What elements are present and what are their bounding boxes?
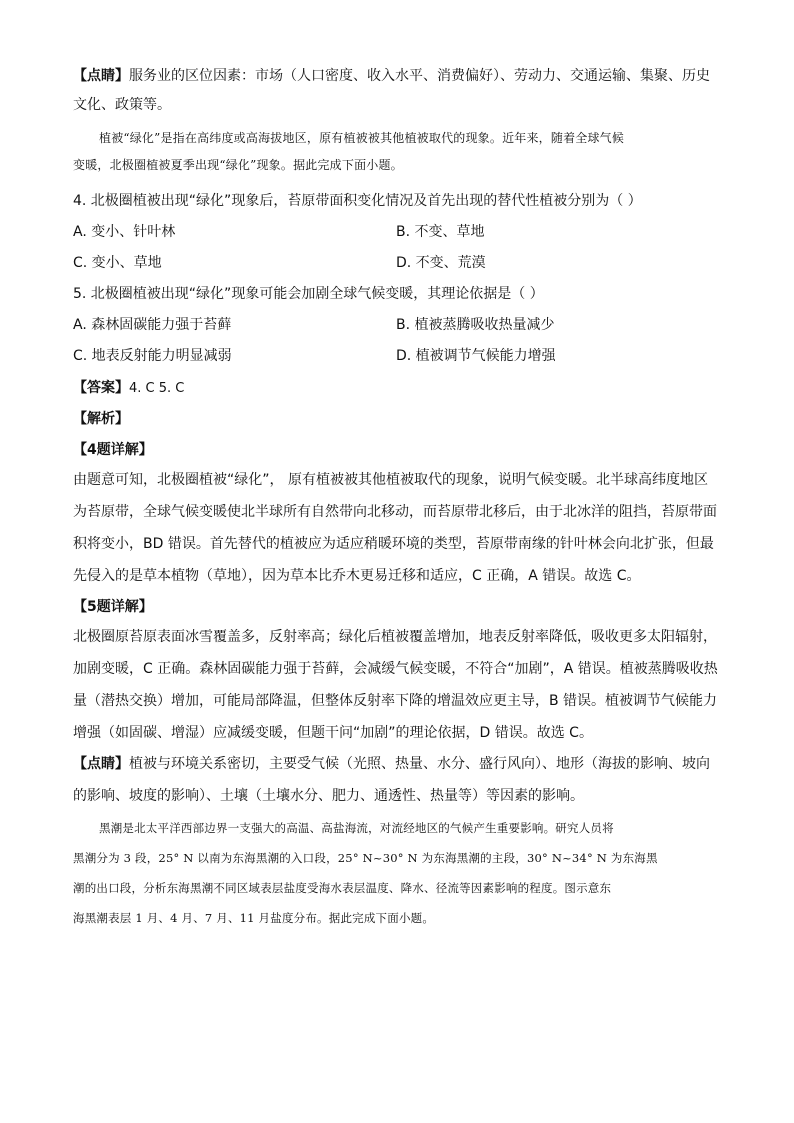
question-4-option-a: A. 变小、针叶林 — [73, 224, 176, 240]
passage-2-line-3: 潮的出口段，分析东海黑潮不同区域表层盐度受海水表层温度、降水、径流等因素影响的程度。图示意东 — [73, 881, 612, 895]
dianjing-2-line-1 — [73, 754, 723, 774]
detail-4-line-4: 先侵入的是草本植物（草地），因为草本比乔木更易迁移和适应，C 正确，A 错误。故选 C。 — [73, 568, 641, 584]
detail-5-line-1: 北极圈原苔原表面冰雪覆盖多，反射率高；绿化后植被覆盖增加，地表反射率降低，吸收更多太阳辐射， — [73, 629, 717, 645]
question-4-options-row-2 — [73, 253, 723, 273]
dianjing-section-2 — [73, 754, 723, 806]
question-5-option-a: A. 森林固碳能力强于苔藓 — [73, 317, 232, 333]
detail-4-line-3: 积将变小，BD 错误。首先替代的植被应为适应稍暖环境的类型，苔原带南缘的针叶林会向北扩张，但最 — [73, 536, 714, 552]
dianjing-section-1 — [73, 66, 723, 115]
question-5-stem: 5. 北极圈植被出现“绿化”现象可能会加剧全球气候变暖，其理论依据是（ ） — [73, 286, 544, 302]
answer-line — [73, 378, 723, 398]
dianjing-2-tag: 【点睛】 — [73, 756, 129, 772]
detail-4-body — [73, 470, 723, 586]
question-5-option-c: C. 地表反射能力明显减弱 — [73, 348, 232, 364]
detail-4-heading: 【4题详解】 — [73, 442, 153, 458]
analysis-heading: 【解析】 — [73, 411, 129, 427]
question-4-option-c: C. 变小、草地 — [73, 255, 162, 271]
dianjing-line-2: 文化、政策等。 — [73, 97, 171, 113]
passage-2-line-4: 海黑潮表层 1 月、4 月、7 月、11 月盐度分布。据此完成下面小题。 — [73, 911, 435, 925]
detail-5-line-2: 加剧变暖，C 正确。森林固碳能力强于苔藓，会减缓气候变暖，不符合“加剧”，A 错误。植被蒸腾吸收热 — [73, 661, 718, 677]
detail-4-line-1: 由题意可知，北极圈植被“绿化”， 原有植被被其他植被取代的现象，说明气候变暖。北半球高纬度地区 — [73, 472, 708, 488]
passage-line-2: 变暖，北极圈植被夏季出现“绿化”现象。据此完成下面小题。 — [73, 158, 403, 172]
passage-kuroshio — [73, 818, 723, 928]
question-4-option-b: B. 不变、草地 — [396, 224, 485, 240]
dianjing-tag: 【点睛】 — [73, 68, 129, 84]
answer-tag: 【答案】 — [73, 380, 129, 396]
passage-line-1: 植被“绿化”是指在高纬度或高海拔地区，原有植被被其他植被取代的现象。近年来，随着全球气候 — [99, 131, 625, 145]
detail-5-heading: 【5题详解】 — [73, 599, 153, 615]
question-4-stem: 4. 北极圈植被出现“绿化”现象后，苔原带面积变化情况及首先出现的替代性植被分别为（ ） — [73, 193, 642, 209]
dianjing-text: 服务业的区位因素：市场（人口密度、收入水平、消费偏好）、劳动力、交通运输、集聚、历史 — [129, 68, 710, 84]
question-5-option-b: B. 植被蒸腾吸收热量减少 — [396, 317, 555, 333]
question-5-options-row-2 — [73, 346, 723, 366]
passage-greening — [73, 128, 723, 175]
passage-2-line-2: 黑潮分为 3 段，25° N 以南为东海黑潮的入口段，25° N~30° N 为东海黑潮的主段，30° N~34° N 为东海黑 — [73, 851, 658, 865]
question-4-option-d: D. 不变、荒漠 — [396, 255, 486, 271]
dianjing-2-text: 植被与环境关系密切，主要受气候（光照、热量、水分、盛行风向）、地形（海拔的影响、坡向 — [129, 756, 710, 772]
detail-4-line-2: 为苔原带，全球气候变暖使北半球所有自然带向北移动，而苔原带北移后，由于北冰洋的阻挡，苔原带面 — [73, 504, 717, 520]
dianjing-line-1 — [73, 66, 723, 86]
detail-5-body — [73, 627, 723, 743]
question-4-options-row-1 — [73, 222, 723, 242]
question-5-options-row-1 — [73, 315, 723, 335]
dianjing-2-line-2: 的影响、坡度的影响）、土壤（土壤水分、肥力、通透性、热量等）等因素的影响。 — [73, 788, 584, 804]
passage-2-line-1: 黑潮是北太平洋西部边界一支强大的高温、高盐海流，对流经地区的气候产生重要影响。研究人员将 — [99, 821, 614, 835]
detail-5-line-4: 增强（如固碳、增湿）应减缓变暖，但题干问“加剧”的理论依据，D 错误。故选 C。 — [73, 725, 593, 741]
question-5-option-d: D. 植被调节气候能力增强 — [396, 348, 556, 364]
answer-text: 4. C 5. C — [129, 381, 185, 396]
detail-5-line-3: 量（潜热交换）增加，可能局部降温，但整体反射率下降的增温效应更主导，B 错误。植被调节气候能力 — [73, 693, 718, 709]
